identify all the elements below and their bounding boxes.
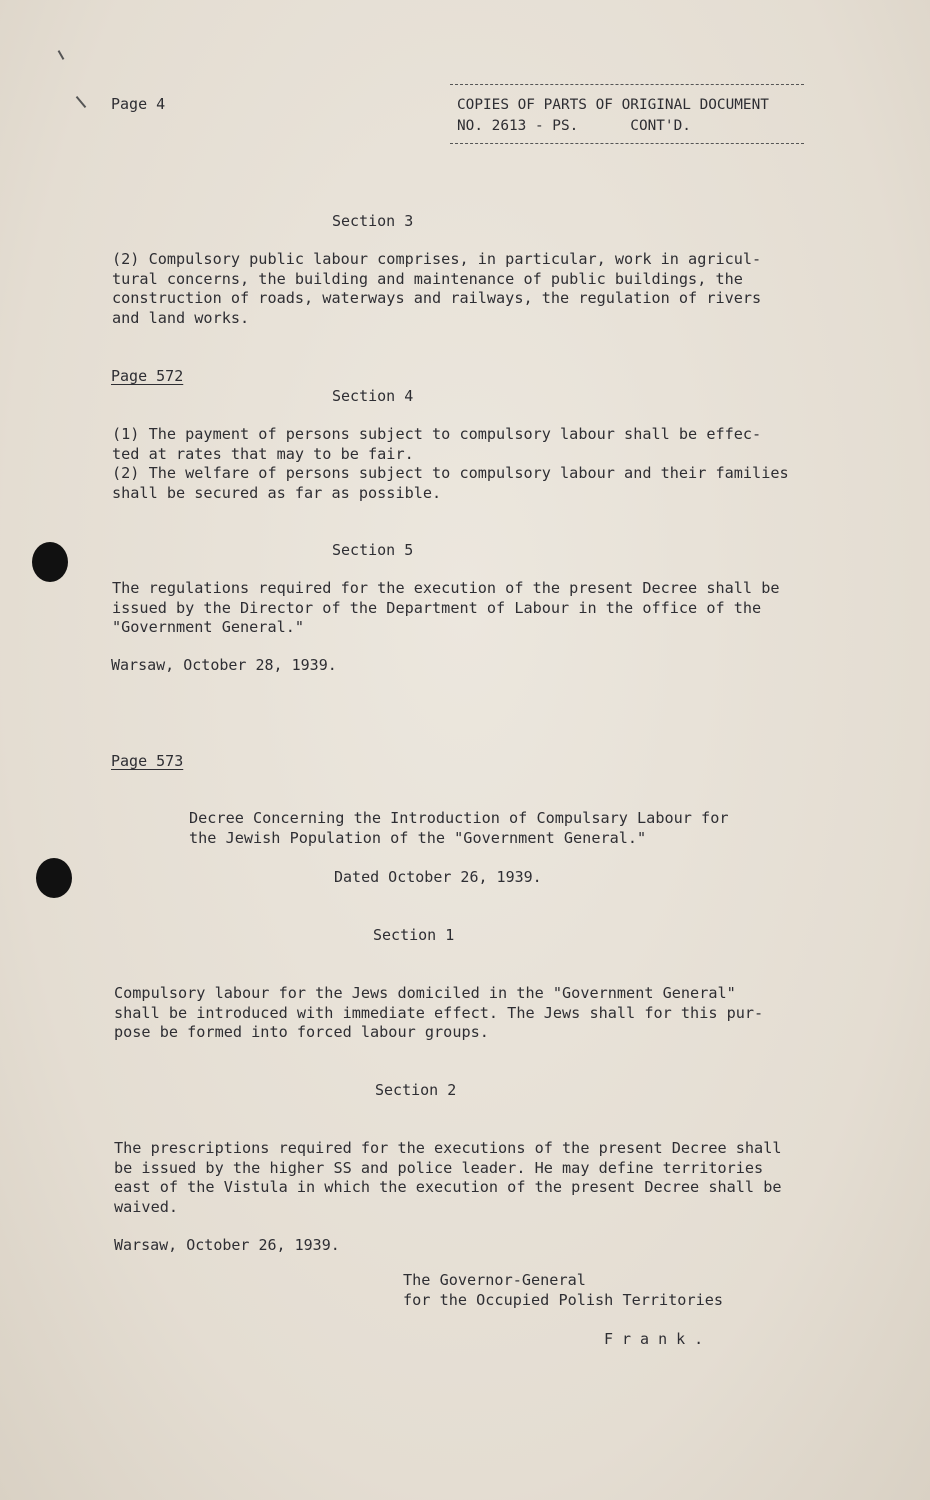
- page-572-reference: Page 572: [111, 367, 184, 385]
- signatory-title: The Governor-General for the Occupied Polish Territories: [403, 1271, 724, 1309]
- section-2-text: The prescriptions required for the executions of the present Decree shall be issued by the higher SS and police leader. He may define territories east of the Vistula in which the execution of the present Decree shall be waived.: [114, 1139, 782, 1216]
- section-5-text: The regulations required for the execution of the present Decree shall be issued by the Director of the Department of Labour in the office of the "Government General.": [112, 579, 780, 636]
- section-2-heading: Section 2: [375, 1081, 457, 1099]
- first-decree-place-date: Warsaw, October 28, 1939.: [111, 656, 337, 674]
- section-1-text: Compulsory labour for the Jews domiciled in the "Government General" shall be introduced with immediate effect. The Jews shall for this pur- pose be formed into forced labour groups.: [114, 984, 764, 1041]
- section-5-heading: Section 5: [332, 541, 414, 559]
- decree-dated: Dated October 26, 1939.: [334, 868, 542, 886]
- page-573-reference: Page 573: [111, 752, 184, 770]
- decree-title: Decree Concerning the Introduction of Compulsary Labour for the Jewish Population of the "Government General.": [189, 809, 729, 847]
- section-4-heading: Section 4: [332, 387, 414, 405]
- document-title: COPIES OF PARTS OF ORIGINAL DOCUMENT: [457, 97, 769, 113]
- header-rule-bottom: [450, 143, 804, 144]
- page-number: Page 4: [111, 95, 166, 113]
- header-rule-top: [450, 84, 804, 85]
- second-decree-place-date: Warsaw, October 26, 1939.: [114, 1236, 340, 1254]
- section-3-heading: Section 3: [332, 212, 414, 230]
- section-3-text: (2) Compulsory public labour comprises, in particular, work in agricul- tural concerns, the building and maintenance of public buildings, the construction of roads, waterways and railways, the regulation of rivers and land works.: [112, 250, 762, 327]
- section-4-text: (1) The payment of persons subject to compulsory labour shall be effec- ted at rates that may to be fair. (2) The welfare of persons subject to compulsory labour and their families shall be secured as far as possible.: [112, 425, 789, 502]
- section-1-heading: Section 1: [373, 926, 455, 944]
- punch-hole-upper: [32, 542, 68, 582]
- margin-mark: [76, 96, 87, 108]
- document-number: NO. 2613 - PS. CONT'D.: [457, 118, 691, 134]
- signature: Frank.: [604, 1330, 713, 1348]
- margin-mark: [58, 50, 65, 60]
- punch-hole-lower: [36, 858, 72, 898]
